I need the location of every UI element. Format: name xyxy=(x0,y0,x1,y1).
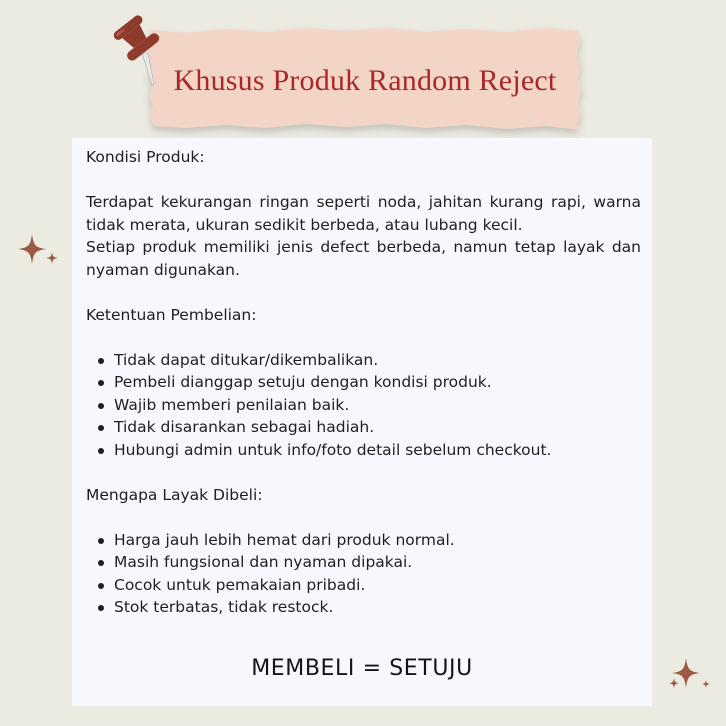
card-content xyxy=(86,146,641,619)
page-title: Khusus Produk Random Reject xyxy=(173,64,557,97)
paragraph: Setiap produk memiliki jenis defect berbeda, namun tetap layak dan nyaman digunakan. xyxy=(86,238,641,279)
section-heading-kondisi: Kondisi Produk: xyxy=(86,148,205,166)
list-item: Cocok untuk pemakaian pribadi. xyxy=(98,574,641,597)
ketentuan-list xyxy=(86,349,641,462)
list-item: Tidak dapat ditukar/dikembalikan. xyxy=(98,349,641,372)
section-heading-mengapa: Mengapa Layak Dibeli: xyxy=(86,485,263,504)
title-banner xyxy=(146,26,584,134)
section-heading-ketentuan: Ketentuan Pembelian: xyxy=(86,305,257,324)
list-item: Tidak disarankan sebagai hadiah. xyxy=(98,416,641,439)
sparkle-icon xyxy=(12,230,62,272)
list-item: Stok terbatas, tidak restock. xyxy=(98,596,641,619)
pushpin-icon xyxy=(108,12,178,92)
list-item: Wajib memberi penilaian baik. xyxy=(98,394,641,417)
list-item: Hubungi admin untuk info/foto detail sebelum checkout. xyxy=(98,439,641,462)
list-item: Masih fungsional dan nyaman dipakai. xyxy=(98,551,641,574)
info-card xyxy=(72,138,652,706)
paragraph: Terdapat kekurangan ringan seperti noda, jahitan kurang rapi, warna tidak merata, ukuran sedikit berbeda, atau lubang kecil. xyxy=(86,193,641,234)
list-item: Pembeli dianggap setuju dengan kondisi produk. xyxy=(98,371,641,394)
sparkle-icon xyxy=(664,654,716,696)
footer-statement: MEMBELI = SETUJU xyxy=(251,656,473,681)
list-item: Harga jauh lebih hemat dari produk normal. xyxy=(98,529,641,552)
mengapa-list xyxy=(86,529,641,619)
